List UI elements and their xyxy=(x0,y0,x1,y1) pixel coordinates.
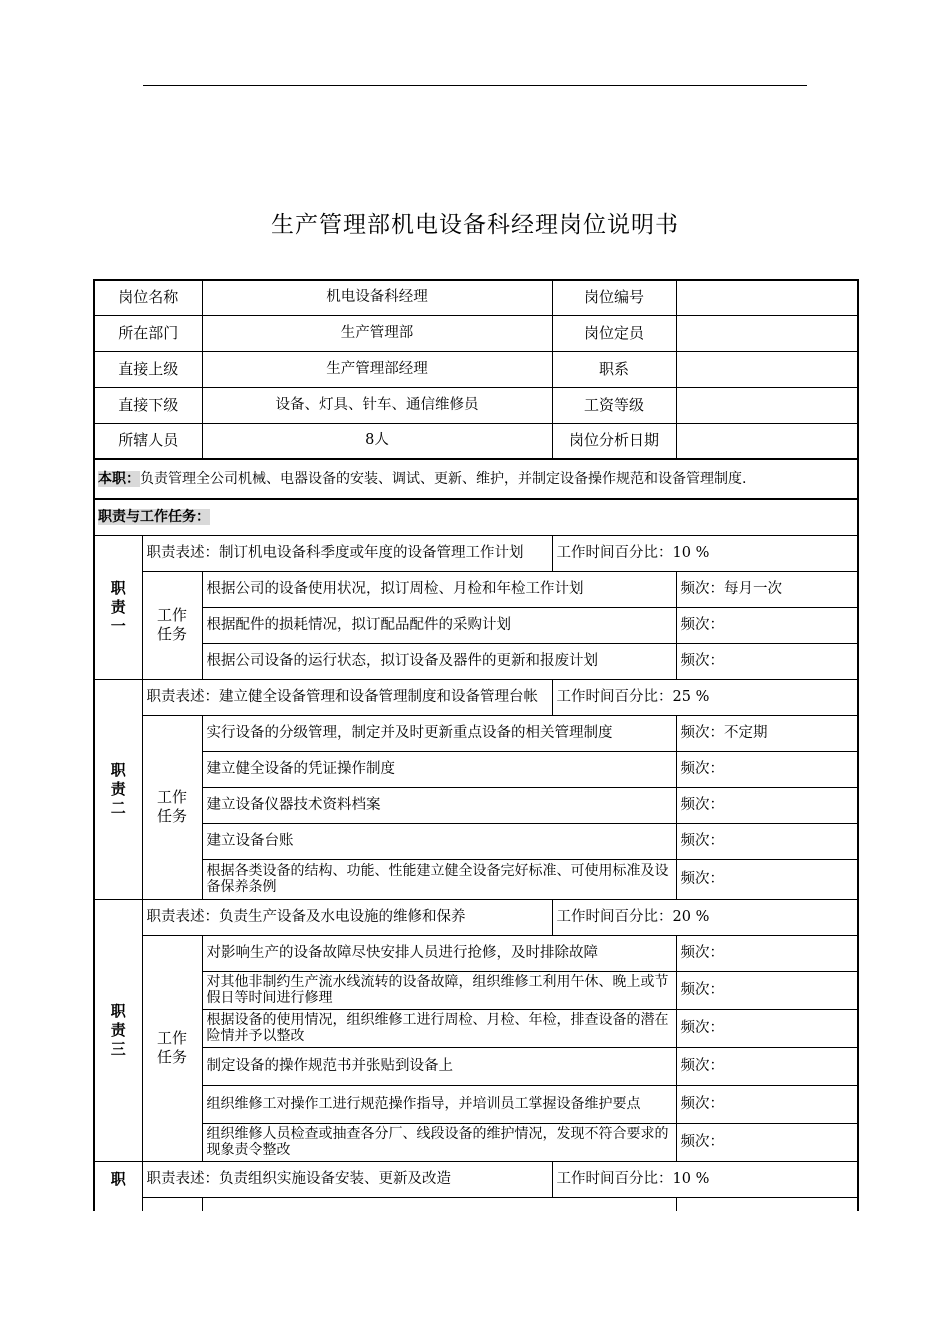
task-frequency: 频次： xyxy=(676,787,858,823)
staffing-label: 岗位定员 xyxy=(552,315,676,351)
task-text: 根据各类设备的结构、功能、性能建立健全设备完好标准、可使用标准及设备保养条例 xyxy=(202,859,676,899)
task-row xyxy=(94,715,858,751)
job-description-table-frame xyxy=(93,279,857,1211)
duty-desc: 职责表述：负责组织实施设备安装、更新及改造 xyxy=(142,1161,552,1197)
dept-value: 生产管理部 xyxy=(202,315,552,351)
task-row xyxy=(94,751,858,787)
task-row xyxy=(94,823,858,859)
info-row xyxy=(94,423,858,459)
task-row xyxy=(94,971,858,1009)
task-row xyxy=(94,1085,858,1123)
salary-value xyxy=(676,387,858,423)
task-label: 工作任务 xyxy=(142,715,202,899)
task-row xyxy=(94,571,858,607)
duty-time-percent: 工作时间百分比：10 % xyxy=(552,1161,858,1197)
task-text: 对影响生产的设备故障尽快安排人员进行抢修，及时排除故障 xyxy=(202,935,676,971)
duties-header-row xyxy=(94,499,858,535)
staff-count-value: 8人 xyxy=(202,423,552,459)
task-label: 工作任务 xyxy=(142,935,202,1161)
staff-count-label: 所辖人员 xyxy=(94,423,202,459)
duty-time-percent: 工作时间百分比：10 % xyxy=(552,535,858,571)
task-text: 建立健全设备的凭证操作制度 xyxy=(202,751,676,787)
continuation-row xyxy=(94,1197,858,1211)
task-row xyxy=(94,1047,858,1085)
task-row xyxy=(94,1123,858,1161)
task-text: 建立设备仪器技术资料档案 xyxy=(202,787,676,823)
duty-label: 职 xyxy=(94,1161,142,1197)
duty-label: 职责三 xyxy=(94,899,142,1161)
task-frequency: 频次： xyxy=(676,1123,858,1161)
duty-time-percent: 工作时间百分比：20 % xyxy=(552,899,858,935)
analysis-date-label: 岗位分析日期 xyxy=(552,423,676,459)
info-row xyxy=(94,351,858,387)
staffing-value xyxy=(676,315,858,351)
task-text: 制定设备的操作规范书并张贴到设备上 xyxy=(202,1047,676,1085)
superior-label: 直接上级 xyxy=(94,351,202,387)
duty-desc: 职责表述：建立健全设备管理和设备管理制度和设备管理台帐 xyxy=(142,679,552,715)
duty-desc-row xyxy=(94,899,858,935)
info-row xyxy=(94,315,858,351)
salary-label: 工资等级 xyxy=(552,387,676,423)
duty-label: 职责一 xyxy=(94,535,142,679)
task-text: 根据配件的损耗情况，拟订配品配件的采购计划 xyxy=(202,607,676,643)
task-frequency: 频次：不定期 xyxy=(676,715,858,751)
task-row xyxy=(94,935,858,971)
job-family-value xyxy=(676,351,858,387)
task-text: 建立设备台账 xyxy=(202,823,676,859)
task-frequency: 频次： xyxy=(676,1009,858,1047)
post-no-value xyxy=(676,280,858,315)
subordinate-value: 设备、灯具、针车、通信维修员 xyxy=(202,387,552,423)
subordinate-label: 直接下级 xyxy=(94,387,202,423)
task-frequency: 频次： xyxy=(676,1085,858,1123)
task-frequency: 频次： xyxy=(676,751,858,787)
task-text: 根据公司的设备使用状况，拟订周检、月检和年检工作计划 xyxy=(202,571,676,607)
task-frequency: 频次： xyxy=(676,643,858,679)
summary-row xyxy=(94,459,858,499)
task-text: 根据设备的使用情况，组织维修工进行周检、月检、年检，排查设备的潜在险情并予以整改 xyxy=(202,1009,676,1047)
task-frequency: 频次：每月一次 xyxy=(676,571,858,607)
duty-desc-row xyxy=(94,679,858,715)
task-frequency: 频次： xyxy=(676,859,858,899)
task-frequency: 频次： xyxy=(676,935,858,971)
duties-header-cell xyxy=(94,499,858,535)
job-family-label: 职系 xyxy=(552,351,676,387)
analysis-date-value xyxy=(676,423,858,459)
task-row xyxy=(94,643,858,679)
dept-label: 所在部门 xyxy=(94,315,202,351)
post-name-label: 岗位名称 xyxy=(94,280,202,315)
post-no-label: 岗位编号 xyxy=(552,280,676,315)
header-rule xyxy=(143,85,807,86)
info-row xyxy=(94,280,858,315)
task-text: 根据公司设备的运行状态，拟订设备及器件的更新和报废计划 xyxy=(202,643,676,679)
duty-label: 职责二 xyxy=(94,679,142,899)
task-frequency: 频次： xyxy=(676,1047,858,1085)
job-description-table xyxy=(93,279,859,1211)
task-frequency: 频次： xyxy=(676,607,858,643)
task-text: 对其他非制约生产流水线流转的设备故障，组织维修工利用午休、晚上或节假日等时间进行修理 xyxy=(202,971,676,1009)
task-row xyxy=(94,859,858,899)
task-text: 组织维修人员检查或抽查各分厂、线段设备的维护情况，发现不符合要求的现象责令整改 xyxy=(202,1123,676,1161)
duties-header: 职责与工作任务： xyxy=(98,508,210,525)
task-row xyxy=(94,607,858,643)
duty-time-percent: 工作时间百分比：25 % xyxy=(552,679,858,715)
summary-label: 本职： xyxy=(98,471,140,487)
task-text: 实行设备的分级管理，制定并及时更新重点设备的相关管理制度 xyxy=(202,715,676,751)
duty-desc: 职责表述：负责生产设备及水电设施的维修和保养 xyxy=(142,899,552,935)
task-row xyxy=(94,1009,858,1047)
post-name-value: 机电设备科经理 xyxy=(202,280,552,315)
task-row xyxy=(94,787,858,823)
duty-desc: 职责表述：制订机电设备科季度或年度的设备管理工作计划 xyxy=(142,535,552,571)
superior-value: 生产管理部经理 xyxy=(202,351,552,387)
summary-text: 负责管理全公司机械、电器设备的安装、调试、更新、维护，并制定设备操作规范和设备管理制度. xyxy=(140,471,747,487)
duty-desc-row xyxy=(94,1161,858,1197)
duty-desc-row xyxy=(94,535,858,571)
task-frequency: 频次： xyxy=(676,971,858,1009)
task-text: 组织维修工对操作工进行规范操作指导，并培训员工掌握设备维护要点 xyxy=(202,1085,676,1123)
task-label: 工作任务 xyxy=(142,571,202,679)
info-row xyxy=(94,387,858,423)
task-frequency: 频次： xyxy=(676,823,858,859)
document-title: 生产管理部机电设备科经理岗位说明书 xyxy=(271,212,679,238)
summary-cell xyxy=(94,459,858,499)
